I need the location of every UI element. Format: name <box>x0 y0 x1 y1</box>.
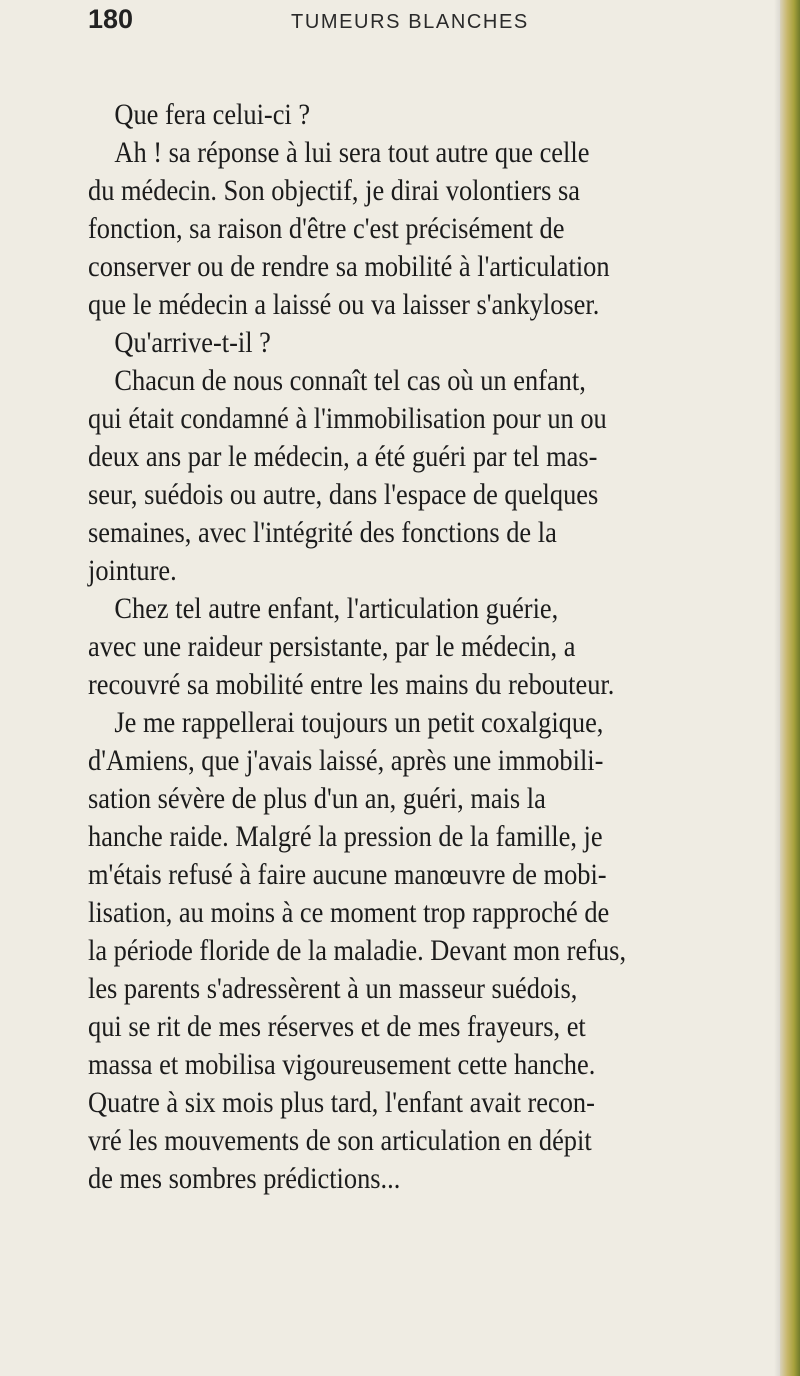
text-line: Quatre à six mois plus tard, l'enfant avait recon- <box>88 1086 595 1119</box>
text-line: m'étais refusé à faire aucune manœuvre de mobi- <box>88 858 607 891</box>
text-line: jointure. <box>88 554 177 587</box>
text-line: sation sévère de plus d'un an, guéri, mais la <box>88 782 546 815</box>
text-line: les parents s'adressèrent à un masseur suédois, <box>88 972 578 1005</box>
text-line: massa et mobilisa vigoureusement cette hanche. <box>88 1048 596 1081</box>
text-line: qui se rit de mes réserves et de mes frayeurs, et <box>88 1010 586 1043</box>
text-line: conserver ou de rendre sa mobilité à l'articulation <box>88 250 610 283</box>
text-line: la période floride de la maladie. Devant mon refus, <box>88 934 627 967</box>
running-head: TUMEURS BLANCHES <box>291 11 529 33</box>
text-line: Que fera celui-ci ? <box>114 98 311 131</box>
text-line: Je me rappellerai toujours un petit coxalgique, <box>114 706 604 739</box>
text-line: que le médecin a laissé ou va laisser s'ankyloser. <box>88 288 600 321</box>
text-line: Chez tel autre enfant, l'articulation guérie, <box>114 592 559 625</box>
page-edge <box>780 0 800 1376</box>
text-line: deux ans par le médecin, a été guéri par tel mas- <box>88 440 598 473</box>
text-line: seur, suédois ou autre, dans l'espace de quelques <box>88 478 599 511</box>
text-line: qui était condamné à l'immobilisation pour un ou <box>88 402 607 435</box>
text-line: Ah ! sa réponse à lui sera tout autre que celle <box>114 136 590 169</box>
page-header <box>88 4 773 44</box>
body-text <box>88 96 778 1198</box>
text-line: d'Amiens, que j'avais laissé, après une immobili- <box>88 744 604 777</box>
text-line: lisation, au moins à ce moment trop rapproché de <box>88 896 610 929</box>
text-line: de mes sombres prédictions... <box>88 1162 401 1195</box>
text-line: du médecin. Son objectif, je dirai volontiers sa <box>88 174 580 207</box>
text-line: Qu'arrive-t-il ? <box>114 326 271 359</box>
text-line: hanche raide. Malgré la pression de la famille, je <box>88 820 603 853</box>
text-line: vré les mouvements de son articulation en dépit <box>88 1124 592 1157</box>
text-line: recouvré sa mobilité entre les mains du rebouteur. <box>88 668 615 701</box>
page-number: 180 <box>88 4 134 34</box>
text-line: fonction, sa raison d'être c'est précisément de <box>88 212 565 245</box>
text-line: Chacun de nous connaît tel cas où un enfant, <box>114 364 586 397</box>
text-line: semaines, avec l'intégrité des fonctions de la <box>88 516 557 549</box>
text-line: avec une raideur persistante, par le médecin, a <box>88 630 576 663</box>
